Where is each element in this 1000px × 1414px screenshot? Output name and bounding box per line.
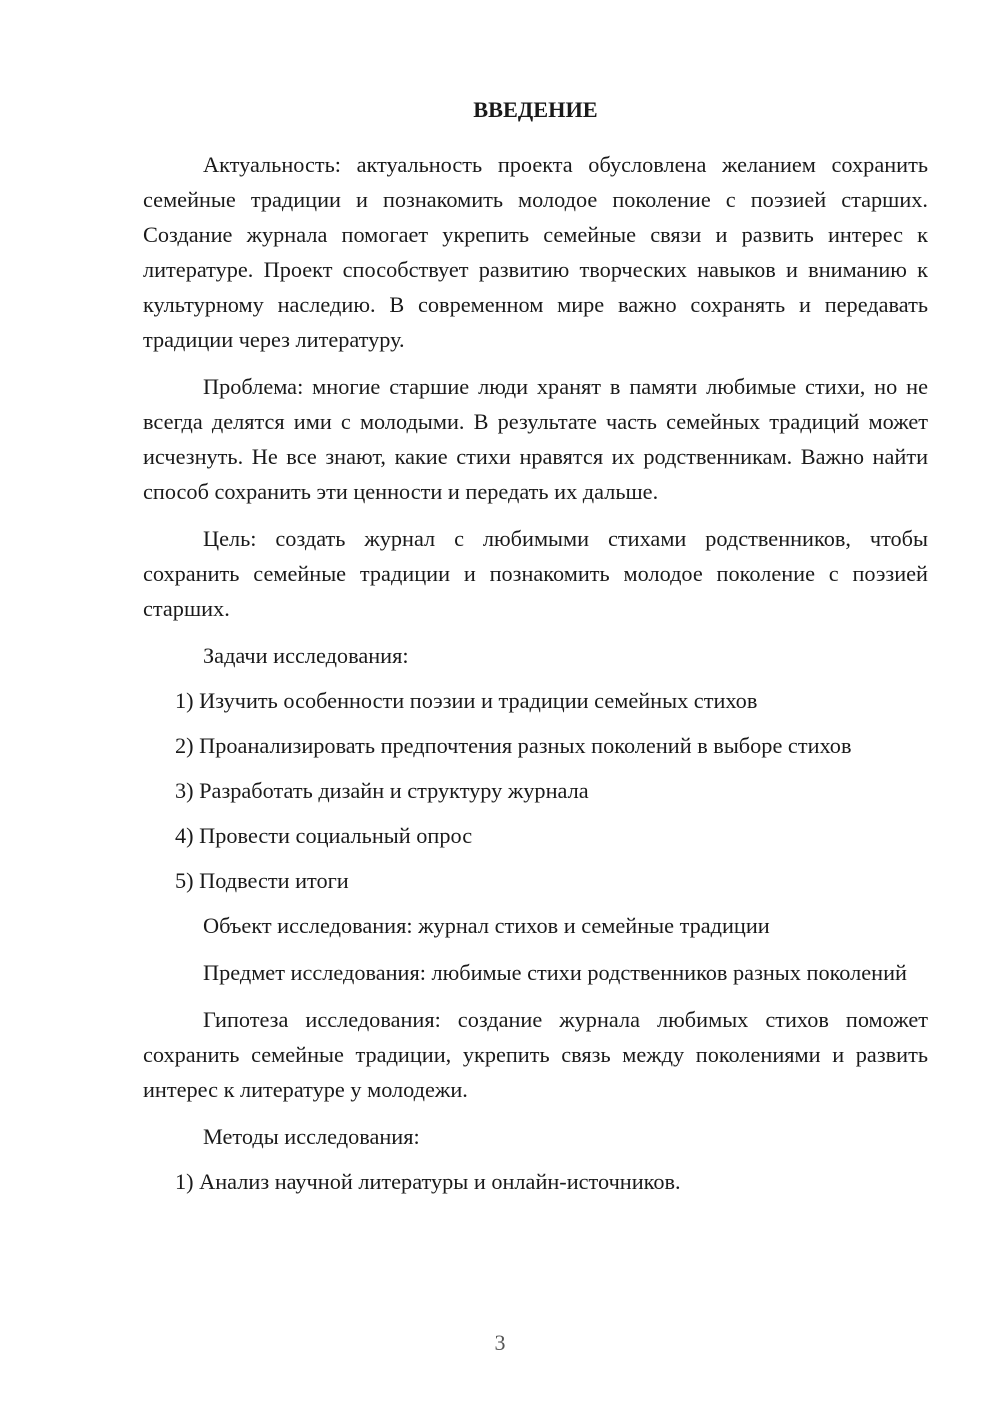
document-page: [143, 92, 928, 1209]
task-item: 4) Провести социальный опрос: [175, 823, 473, 848]
methods-heading: Методы исследования:: [203, 1124, 420, 1149]
method-item: 1) Анализ научной литературы и онлайн-источников.: [175, 1169, 681, 1194]
section-heading: ВВЕДЕНИЕ: [473, 97, 598, 122]
relevance-paragraph: Актуальность: актуальность проекта обусловлена желанием сохранить семейные традиции и познакомить молодое поколение с поэзией старших. Создание журнала помогает укрепить семейные связи и развить интерес к литературе. Проект способствует развитию творческих навыков и вниманию к культурному наследию. В современном мире важно сохранять и передавать традиции через литературу.: [143, 152, 928, 352]
task-item: 2) Проанализировать предпочтения разных поколений в выборе стихов: [175, 733, 852, 758]
object-paragraph: Объект исследования: журнал стихов и семейные традиции: [203, 913, 770, 938]
subject-paragraph: Предмет исследования: любимые стихи родственников разных поколений: [203, 960, 907, 985]
task-item: 3) Разработать дизайн и структуру журнала: [175, 778, 589, 803]
task-item: 1) Изучить особенности поэзии и традиции семейных стихов: [175, 688, 758, 713]
problem-paragraph: Проблема: многие старшие люди хранят в памяти любимые стихи, но не всегда делятся ими с молодыми. В результате часть семейных традиций может исчезнуть. Не все знают, какие стихи нравятся их родственникам. Важно найти способ сохранить эти ценности и передать их дальше.: [143, 374, 928, 504]
page-number: 3: [494, 1330, 506, 1355]
tasks-heading: Задачи исследования:: [203, 643, 409, 668]
hypothesis-paragraph: Гипотеза исследования: создание журнала любимых стихов поможет сохранить семейные традиции, укрепить связь между поколениями и развить интерес к литературе у молодежи.: [143, 1007, 928, 1102]
task-item: 5) Подвести итоги: [175, 868, 349, 893]
goal-paragraph: Цель: создать журнал с любимыми стихами родственников, чтобы сохранить семейные традиции и познакомить молодое поколение с поэзией старших.: [143, 526, 928, 621]
